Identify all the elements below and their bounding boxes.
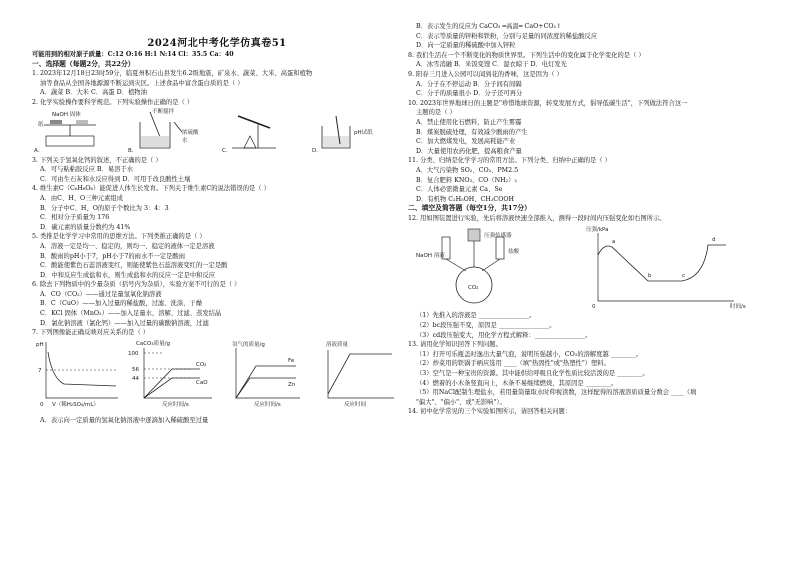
graph-b-series-co2: CO₂	[196, 361, 207, 368]
q6-option-a: A．CO（CO₂）——通过足量氢氧化钠溶液	[40, 290, 162, 298]
graph-a-ph	[36, 342, 118, 408]
q7-graphs-svg	[32, 338, 402, 416]
graph-d-solution	[326, 340, 394, 408]
graph-b-tick-44: 44	[132, 375, 139, 382]
pressure-zero: 0	[592, 304, 596, 311]
graph-c-xlabel: 反应时间/s	[254, 401, 281, 408]
dilution-figure	[128, 108, 199, 154]
q13-sub-1: （1）打开可乐瓶盖时逸出大量气泡，说明压强越小，CO₂的溶解度越 ________。	[416, 350, 643, 358]
graph-a-ylabel: pH	[36, 341, 44, 348]
q13-sub-5a: （5）用NaCl配制生理盐水，若用量筒量取水时仰视读数，这样配得的溶液溶质质量分数会 ____（填	[416, 389, 697, 397]
q13-sub-5b: "偏大"、"偏小"、或"无影响"）。	[416, 398, 506, 406]
q13-stem: 13. 请用化学知识回答下列问题。	[408, 341, 502, 349]
graph-b-co2-line	[144, 378, 200, 398]
q4-option-d: D．碳元素的质量分数约为 41%	[40, 223, 131, 231]
q7-option-d: D．向一定质量的稀硫酸中加入锌粒	[416, 42, 516, 50]
hcl-label: 盐酸	[508, 249, 520, 256]
graph-c-series-zn: Zn	[288, 381, 296, 388]
q11-option-a: A．大气污染物 SO₂、CO₂、PM2.5	[416, 166, 519, 174]
graph-c-hydrogen	[232, 340, 300, 408]
q10-option-b: B．煤炭脱硫处理，有效减少酸雨的产生	[416, 128, 528, 136]
graph-c-series-fe: Fe	[288, 357, 295, 364]
q4-stem: 4. 维生素C（C₆H₈O₆）能促进人体生长发育。下列关于维生素C的说法错误的是（ ）	[32, 185, 270, 193]
q7-stem: 7. 下列图像能正确反映对应关系的是（ ）	[32, 329, 150, 337]
q5-option-d: D．中和反应生成盐和水，则生成盐和水的反应一定是中和反应	[40, 271, 216, 279]
q5-option-a: A．溶液一定是均一、稳定的，则均一、稳定的液体一定是溶液	[40, 242, 215, 250]
naoh-label: NaOH 固体	[52, 111, 81, 118]
q12-figures	[408, 223, 780, 311]
q9-stem: 9. 阳春三月进入公园可以闻到花的香味，这是因为（ ）	[408, 70, 563, 78]
q11-option-b: B．复合肥料 KNO₃、CO（NH₂）₂	[416, 176, 517, 184]
graph-b-tick-56: 56	[132, 366, 139, 373]
q10-option-c: C．加大燃煤发电，发展高耗能产业	[416, 138, 516, 146]
graph-b-series-cao: CaO	[196, 379, 208, 386]
q14-stem: 14. 初中化学常见的三个实验如图所示，请回答相关问题：	[408, 408, 572, 416]
q1-line-2: 油等食品从全国各地源源不断运到灾区。上述食品中富含蛋白质的是（ ）	[40, 79, 244, 87]
sensor-label: 压强传感器	[484, 233, 512, 240]
graph-b-cao-line	[144, 369, 200, 398]
q12-sub-1: （1）先推入的溶液是 ________________。	[416, 312, 536, 320]
q11-option-c: C．人体必需微量元素 Ca、Se	[416, 186, 503, 194]
option-c-label: C．	[222, 147, 232, 154]
q8-stem: 8. 我们生活在一个不断变化的物质世界里。下列生活中的变化属于化学变化的是（ ）	[408, 51, 645, 59]
q7-option-a: A．表示向一定质量的氢氧化钠溶液中逐滴加入稀硫酸至过量	[40, 416, 209, 424]
graph-d-curve	[328, 354, 392, 394]
q11-stem: 11. 分类、归纳是化学学习的常用方法。下列分类、归纳中正确的是（ ）	[408, 157, 611, 165]
pressure-curve	[598, 245, 726, 281]
atomic-masses: 可能用到的相对原子质量：C:12 O:16 H:1 N:14 Cl：35.5 Ca：40	[32, 51, 234, 58]
section-choice-heading: 一、选择题（每题2分，共22分）	[32, 59, 135, 68]
q4-option-b: B．分子中C、H、O的原子个数比为 3：4：3	[40, 204, 169, 212]
exam-title: 2024河北中考化学仿真卷51	[147, 38, 287, 49]
pressure-ylabel: 压强/kPa	[586, 227, 609, 234]
point-b: b	[648, 273, 652, 280]
q10-option-a: A．禁止使用化石燃料，防止产生雾霾	[416, 118, 522, 126]
q6-option-d: D．氯化钠溶液（氯化钙）——加入过量的碳酸钠溶液，过滤	[40, 319, 209, 327]
q6-option-c: C．KCl 固体（MnO₂）——加入足量水，溶解、过滤、蒸发结晶	[40, 310, 222, 318]
q2-figures	[32, 108, 402, 156]
q8-options: A．冰雪消融 B．米饭变馊 C．湿衣晾干 D．电灯发光	[416, 61, 567, 69]
q1-line-1: 1. 2023年12月18日23时59分，临夏州积石山县发生6.2级地震，矿泉水、蔬菜、大米、高蛋和植物	[32, 70, 313, 78]
graph-b-caco3	[128, 339, 212, 408]
stir-label: 不断搅拌	[152, 108, 175, 115]
q3-options-cd: C．可由生石灰和水反应得到 D．可用于改良酸性土壤	[40, 175, 191, 183]
option-a-label: A．	[34, 147, 44, 154]
graph-a-xlabel: V（稀H₂SO₄/mL）	[52, 401, 99, 408]
left-column	[32, 50, 402, 425]
q6-stem: 6. 除去下列物质中的少量杂质（括号内为杂质），实验方案不可行的是（ ）	[32, 281, 241, 289]
q4-option-a: A．由C、H、O三种元素组成	[40, 194, 123, 202]
pressure-xlabel: 时间/s	[730, 304, 746, 311]
graph-c-ylabel: 氢气的质量/g	[232, 341, 265, 348]
naoh-solution-label: NaOH 溶液	[416, 253, 445, 260]
q12-sub-2: （2）bc段压强不变，原因是 ________________。	[416, 322, 556, 330]
graph-d-xlabel: 反应时间	[344, 401, 367, 408]
q5-option-b: B．酸雨的pH小于7，pH小于7的雨水不一定是酸雨	[40, 252, 186, 260]
q7-option-b: B．表示发生的反应为 CaCO₃ ═高温═ CaO+CO₂↑	[416, 23, 562, 30]
q7-option-c: C．表示等质量的锌粉和铁粉，分别与足量的同浓度的稀盐酸反应	[416, 32, 598, 40]
q13-sub-3: （3）空气是一种宝贵的资源。其中能供给呼吸且化学性质比较活泼的是 ________。	[416, 370, 649, 378]
q1-options: A．蔬菜 B．大米 C．高蛋 D．植物油	[40, 89, 147, 97]
paper-label: 纸	[38, 121, 44, 128]
acid-label: 浓硫酸	[182, 129, 199, 136]
balance-figure	[34, 110, 96, 154]
section-fill-heading: 二、填空及简答题（每空1分，共17分）	[408, 204, 531, 213]
heating-figure	[222, 116, 276, 154]
point-c: c	[682, 273, 686, 280]
co2-label: CO₂	[468, 285, 479, 292]
graph-a-zero: 0	[40, 401, 44, 408]
q7-graphs	[32, 338, 402, 416]
q5-option-c: C．酸能使紫色石蕊溶液变红，则能使紫色石蕊溶液变红的一定是酸	[40, 262, 228, 270]
graph-c-zn-line	[236, 378, 296, 398]
ph-paper-label: pH试纸	[354, 129, 373, 136]
q3-options-ab: A．可与粘粘胶反应 B．易溶于水	[40, 166, 134, 174]
q6-option-b: B．C（CuO）——加入过量的稀盐酸，过滤、洗涤、干燥	[40, 300, 203, 308]
q13-sub-4: （4）燃着的小木条竖直向上，木条不易继续燃烧，其原因是 ________。	[416, 379, 618, 387]
option-d-label: D．	[312, 147, 322, 154]
q2-apparatus-svg	[32, 108, 402, 156]
water-label: 水	[182, 137, 188, 144]
graph-c-fe-line	[236, 366, 296, 398]
q13-sub-2: （2）炒菜用的铁锅手柄应选用 ____（填"热固性"或"热塑性"）塑料。	[416, 360, 610, 368]
q4-option-c: C．相对分子质量为 176	[40, 214, 110, 222]
pressure-graph	[586, 225, 746, 310]
right-column	[408, 22, 780, 417]
ph-test-figure	[312, 116, 373, 154]
graph-b-xlabel: 反应时间/s	[162, 401, 189, 408]
q11-option-d: D．有机物 C₂H₅OH、CH₃COOH	[416, 195, 515, 203]
q3-stem: 3. 下列关于氢氧化钙的叙述，不正确的是（ ）	[32, 156, 162, 164]
q12-svg	[408, 223, 780, 311]
graph-b-ylabel: CaCO₃质量/g	[136, 340, 170, 347]
graph-a-seven: 7	[38, 367, 42, 374]
point-a: a	[612, 239, 616, 246]
q12-sub-3: （3）cd段压强变大，用化学方程式解释：________________。	[416, 331, 592, 339]
q10-option-d: D．大量使用农药化肥，提高粮食产量	[416, 147, 522, 155]
q5-stem: 5. 类推是化学学习中常用的思维方法。下列类推正确的是（ ）	[32, 233, 206, 241]
graph-d-ylabel: 溶液质量	[326, 341, 349, 348]
q10-stem-2: 主题的是（ ）	[416, 109, 456, 117]
q2-stem: 2. 化学实验操作要科学规范。下列实验操作正确的是（ ）	[32, 98, 194, 106]
q12-stem: 12. 用如图装置进行实验，先后将溶液快速全部推入，测得一段时间内压强变化如右图所示。	[408, 214, 666, 222]
q9-options-ab: A．分子在不停运动 B．分子间有间隔	[416, 80, 522, 88]
graph-b-tick-100: 100	[128, 350, 139, 357]
graph-a-curve	[48, 352, 116, 386]
q10-stem-1: 10. 2023年世界地球日的主题是"珍惜地球资源，转变发展方式，倡导低碳生活"，下列做法符合这一	[408, 99, 688, 107]
point-d: d	[712, 237, 716, 244]
option-b-label: B．	[128, 147, 138, 154]
q9-options-cd: C．分子的质量很小 D．分子还可再分	[416, 90, 523, 98]
flask-apparatus	[416, 229, 520, 303]
